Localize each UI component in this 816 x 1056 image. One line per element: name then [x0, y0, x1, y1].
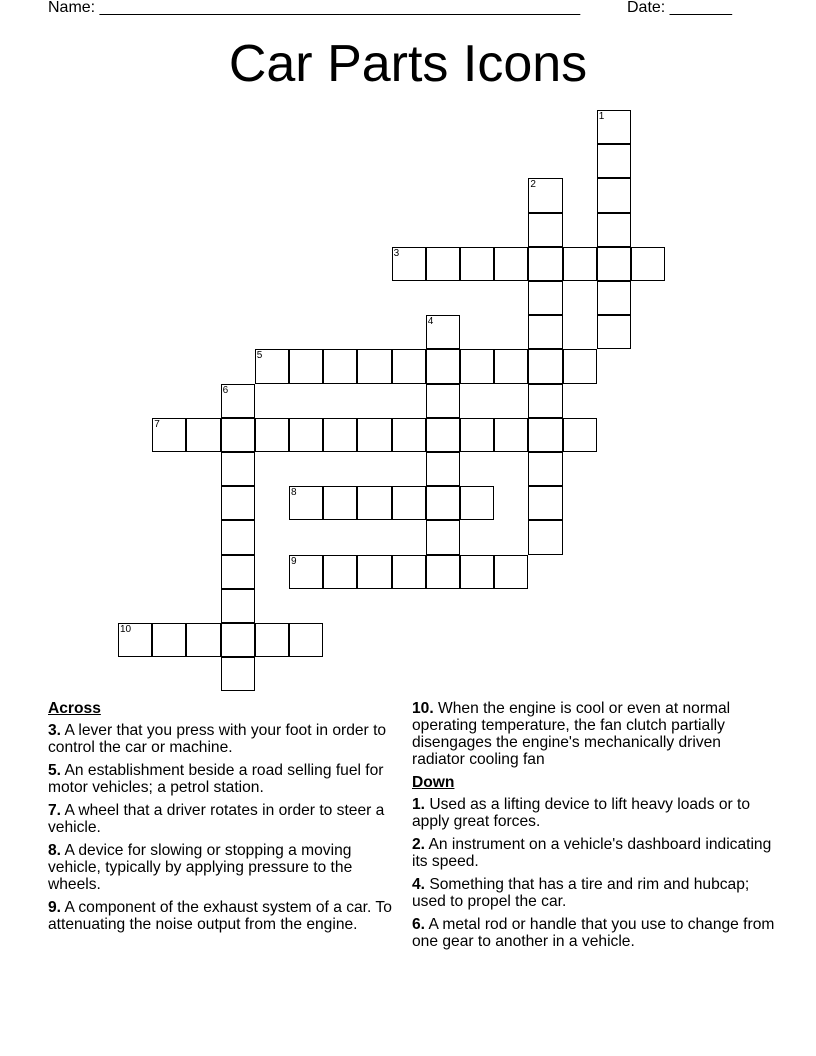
clue-text: When the engine is cool or even at normal operating temperature, the fan clutch partially disengages the engine's mechanically driven radiator cooling fan	[412, 700, 731, 768]
crossword-cell[interactable]	[494, 418, 528, 452]
across-clue	[48, 802, 398, 836]
crossword-cell[interactable]	[392, 247, 426, 281]
down-clue	[412, 796, 777, 830]
crossword-cell[interactable]	[460, 349, 494, 383]
crossword-cell[interactable]	[392, 555, 426, 589]
name-line: Name: ______________________________________________________	[48, 0, 581, 16]
crossword-cell[interactable]	[152, 623, 186, 657]
crossword-cell[interactable]	[528, 349, 562, 383]
clue-text: A component of the exhaust system of a car. To attenuating the noise output from the engine.	[48, 899, 392, 933]
cell-number: 2	[530, 179, 536, 191]
crossword-cell[interactable]	[563, 349, 597, 383]
crossword-cell[interactable]	[494, 247, 528, 281]
clue-text: A wheel that a driver rotates in order to steer a vehicle.	[48, 802, 385, 836]
crossword-cell[interactable]	[289, 555, 323, 589]
across-clue	[48, 899, 398, 933]
cell-number: 4	[427, 316, 434, 328]
clue-number: 3.	[48, 722, 62, 739]
crossword-cell[interactable]	[221, 555, 255, 589]
crossword-cell[interactable]	[494, 555, 528, 589]
clue-number: 5.	[48, 762, 62, 779]
crossword-cell[interactable]	[323, 555, 357, 589]
clues-left-column	[48, 700, 398, 939]
cell-number: 1	[598, 111, 605, 122]
cell-number: 3	[393, 247, 400, 259]
crossword-cell[interactable]	[426, 384, 460, 418]
crossword-cell[interactable]	[426, 520, 460, 554]
crossword-cell[interactable]	[426, 247, 460, 281]
crossword-cell[interactable]	[631, 247, 665, 281]
crossword-cell[interactable]	[323, 418, 357, 452]
across-clue	[48, 722, 398, 756]
crossword-cell[interactable]	[357, 349, 391, 383]
cell-number: 6	[222, 384, 229, 396]
clue-text: An instrument on a vehicle's dashboard indicating its speed.	[412, 836, 772, 870]
crossword-cell[interactable]	[221, 452, 255, 486]
crossword-cell[interactable]	[528, 178, 562, 212]
clue-number: 4.	[412, 876, 426, 893]
crossword-cell[interactable]	[357, 486, 391, 520]
crossword-cell[interactable]	[460, 247, 494, 281]
crossword-cell[interactable]	[528, 486, 562, 520]
crossword-cell[interactable]	[221, 657, 255, 691]
page-title: Car Parts Icons	[228, 35, 588, 93]
down-clue	[412, 916, 777, 950]
crossword-cell[interactable]	[255, 623, 289, 657]
clue-text: A lever that you press with your foot in order to control the car or machine.	[48, 722, 387, 756]
crossword-cell[interactable]	[597, 281, 631, 315]
down-heading: Down	[412, 774, 455, 791]
crossword-cell[interactable]	[426, 315, 460, 349]
crossword-cell[interactable]	[289, 418, 323, 452]
crossword-cell[interactable]	[460, 555, 494, 589]
crossword-cell[interactable]	[221, 418, 255, 452]
clue-number: 10.	[412, 700, 434, 717]
crossword-cell[interactable]	[221, 384, 255, 418]
clue-number: 1.	[412, 796, 426, 813]
across-clue	[412, 700, 777, 768]
crossword-cell[interactable]	[460, 418, 494, 452]
crossword-cell[interactable]	[392, 418, 426, 452]
crossword-cell[interactable]	[494, 349, 528, 383]
crossword-cell[interactable]	[528, 213, 562, 247]
crossword-cell[interactable]	[426, 349, 460, 383]
crossword-cell[interactable]	[289, 623, 323, 657]
crossword-cell[interactable]	[255, 349, 289, 383]
cell-number: 5	[256, 350, 263, 362]
crossword-cell[interactable]	[426, 555, 460, 589]
crossword-cell[interactable]	[528, 452, 562, 486]
crossword-cell[interactable]	[597, 315, 631, 349]
crossword-cell[interactable]	[357, 418, 391, 452]
crossword-cell[interactable]	[392, 486, 426, 520]
clues-right-column	[412, 700, 777, 956]
crossword-cell[interactable]	[528, 315, 562, 349]
crossword-cell[interactable]	[323, 349, 357, 383]
crossword-cell[interactable]	[392, 349, 426, 383]
cell-number: 8	[291, 487, 297, 499]
clue-number: 6.	[412, 916, 426, 933]
clue-text: Something that has a tire and rim and hubcap; used to propel the car.	[412, 876, 750, 910]
crossword-cell[interactable]	[563, 418, 597, 452]
crossword-cell[interactable]	[221, 589, 255, 623]
clue-text: A device for slowing or stopping a moving vehicle, typically by applying pressure to the wheels.	[48, 842, 353, 893]
crossword-cell[interactable]	[186, 418, 220, 452]
cell-number: 9	[291, 555, 297, 567]
across-clue	[48, 842, 398, 893]
crossword-cell[interactable]	[152, 418, 186, 452]
crossword-cell[interactable]	[528, 384, 562, 418]
crossword-cell[interactable]	[426, 452, 460, 486]
cell-number: 10	[120, 624, 132, 635]
date-line: Date: _______	[627, 0, 732, 16]
clue-text: An establishment beside a road selling fuel for motor vehicles; a petrol station.	[48, 762, 384, 796]
cell-number: 7	[154, 418, 160, 430]
down-clue	[412, 836, 777, 870]
crossword-cell[interactable]	[186, 623, 220, 657]
down-clue	[412, 876, 777, 910]
crossword-cell[interactable]	[528, 281, 562, 315]
crossword-cell[interactable]	[597, 178, 631, 212]
clue-text: A metal rod or handle that you use to change from one gear to another in a vehicle.	[412, 916, 775, 950]
crossword-cell[interactable]	[255, 418, 289, 452]
crossword-cell[interactable]	[221, 520, 255, 554]
crossword-cell[interactable]	[597, 144, 631, 178]
clue-number: 7.	[48, 802, 62, 819]
crossword-cell[interactable]	[528, 520, 562, 554]
crossword-cell[interactable]	[460, 486, 494, 520]
crossword-cell[interactable]	[528, 418, 562, 452]
crossword-cell[interactable]	[357, 555, 391, 589]
clue-number: 2.	[412, 836, 426, 853]
across-heading: Across	[48, 700, 101, 717]
clue-number: 8.	[48, 842, 62, 859]
clue-number: 9.	[48, 899, 62, 916]
crossword-cell[interactable]	[426, 486, 460, 520]
crossword-cell[interactable]	[323, 486, 357, 520]
crossword-cell[interactable]	[597, 213, 631, 247]
clue-text: Used as a lifting device to lift heavy loads or to apply great forces.	[412, 796, 751, 830]
crossword-cell[interactable]	[426, 418, 460, 452]
crossword-cell[interactable]	[597, 247, 631, 281]
crossword-cell[interactable]	[221, 486, 255, 520]
crossword-cell[interactable]	[289, 486, 323, 520]
crossword-cell[interactable]	[118, 623, 152, 657]
crossword-cell[interactable]	[528, 247, 562, 281]
crossword-cell[interactable]	[563, 247, 597, 281]
crossword-cell[interactable]	[289, 349, 323, 383]
crossword-cell[interactable]	[221, 623, 255, 657]
across-clue	[48, 762, 398, 796]
crossword-cell[interactable]	[597, 110, 631, 144]
